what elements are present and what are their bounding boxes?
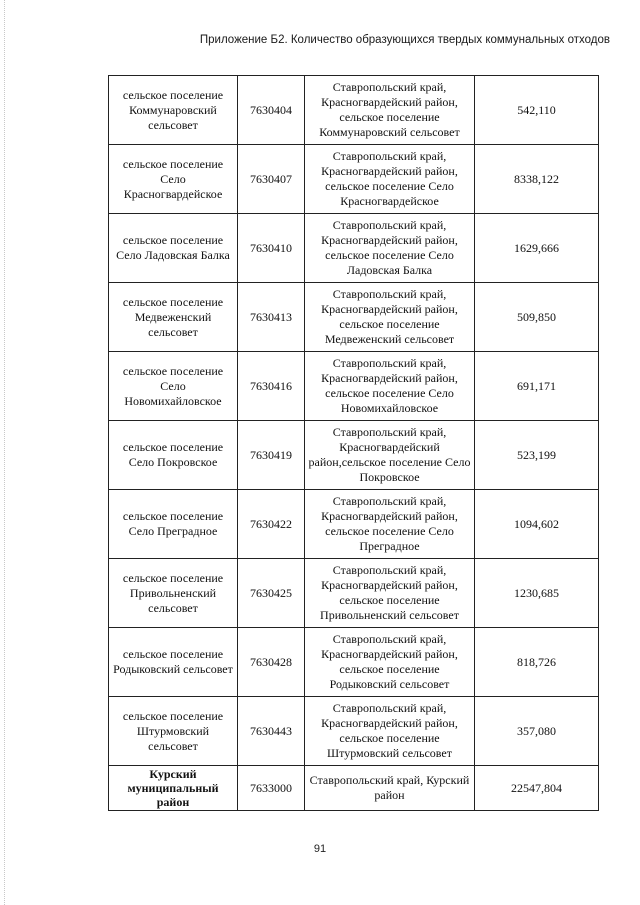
table-row [109, 214, 599, 283]
district-name-cell: Курский муниципальный район [109, 766, 238, 811]
address-cell: Ставропольский край, Красногвардейский район, сельское поселение Село Ладовская Балка [305, 214, 475, 283]
table-row [109, 628, 599, 697]
settlement-name-cell: сельское поселение Село Ладовская Балка [109, 214, 238, 283]
address-cell: Ставропольский край, Курский район [305, 766, 475, 811]
waste-amount-cell: 818,726 [475, 628, 599, 697]
settlement-name-cell: сельское поселение Коммунаровский сельсовет [109, 76, 238, 145]
table-row [109, 697, 599, 766]
waste-amount-cell: 1094,602 [475, 490, 599, 559]
table-row [109, 76, 599, 145]
oktmo-code-cell: 7630407 [238, 145, 305, 214]
page-number: 91 [313, 843, 327, 855]
settlement-name-cell: сельское поселение Село Новомихайловское [109, 352, 238, 421]
address-cell: Ставропольский край, Красногвардейский район, сельское поселение Привольненский сельсовет [305, 559, 475, 628]
waste-amount-cell: 509,850 [475, 283, 599, 352]
settlement-name-cell: сельское поселение Медвеженский сельсовет [109, 283, 238, 352]
oktmo-code-cell: 7630404 [238, 76, 305, 145]
oktmo-code-cell: 7630428 [238, 628, 305, 697]
waste-amount-cell: 691,171 [475, 352, 599, 421]
address-cell: Ставропольский край, Красногвардейский район, сельское поселение Родыковский сельсовет [305, 628, 475, 697]
address-cell: Ставропольский край, Красногвардейский район, сельское поселение Село Преградное [305, 490, 475, 559]
waste-amount-cell: 1230,685 [475, 559, 599, 628]
address-cell: Ставропольский край, Красногвардейский район, сельское поселение Коммунаровский сельсовет [305, 76, 475, 145]
address-cell: Ставропольский край, Красногвардейский район, сельское поселение Село Красногвардейское [305, 145, 475, 214]
oktmo-code-cell: 7630413 [238, 283, 305, 352]
oktmo-code-cell: 7630416 [238, 352, 305, 421]
settlement-name-cell: сельское поселение Село Покровское [109, 421, 238, 490]
waste-amount-cell: 8338,122 [475, 145, 599, 214]
waste-amount-cell: 523,199 [475, 421, 599, 490]
address-cell: Ставропольский край, Красногвардейский район, сельское поселение Штурмовский сельсовет [305, 697, 475, 766]
settlement-name-cell: сельское поселение Село Красногвардейское [109, 145, 238, 214]
table-row [109, 145, 599, 214]
settlement-name-cell: сельское поселение Штурмовский сельсовет [109, 697, 238, 766]
table-row [109, 352, 599, 421]
address-cell: Ставропольский край, Красногвардейский район, сельское поселение Село Новомихайловское [305, 352, 475, 421]
oktmo-code-cell: 7630422 [238, 490, 305, 559]
oktmo-code-cell: 7633000 [238, 766, 305, 811]
oktmo-code-cell: 7630425 [238, 559, 305, 628]
table-row [109, 559, 599, 628]
waste-amount-cell: 1629,666 [475, 214, 599, 283]
address-cell: Ставропольский край, Красногвардейский район,сельское поселение Село Покровское [305, 421, 475, 490]
table-row-district-total [109, 766, 599, 811]
oktmo-code-cell: 7630443 [238, 697, 305, 766]
waste-volume-table [108, 75, 599, 811]
table-row [109, 421, 599, 490]
settlement-name-cell: сельское поселение Село Преградное [109, 490, 238, 559]
waste-amount-cell: 542,110 [475, 76, 599, 145]
table-row [109, 490, 599, 559]
waste-amount-cell: 357,080 [475, 697, 599, 766]
settlement-name-cell: сельское поселение Привольненский сельсовет [109, 559, 238, 628]
waste-amount-cell: 22547,804 [475, 766, 599, 811]
address-cell: Ставропольский край, Красногвардейский район, сельское поселение Медвеженский сельсовет [305, 283, 475, 352]
settlement-name-cell: сельское поселение Родыковский сельсовет [109, 628, 238, 697]
oktmo-code-cell: 7630410 [238, 214, 305, 283]
scan-edge-line [4, 0, 6, 905]
page-header-title: Приложение Б2. Количество образующихся твердых коммунальных отходов [199, 34, 610, 46]
oktmo-code-cell: 7630419 [238, 421, 305, 490]
table-row [109, 283, 599, 352]
